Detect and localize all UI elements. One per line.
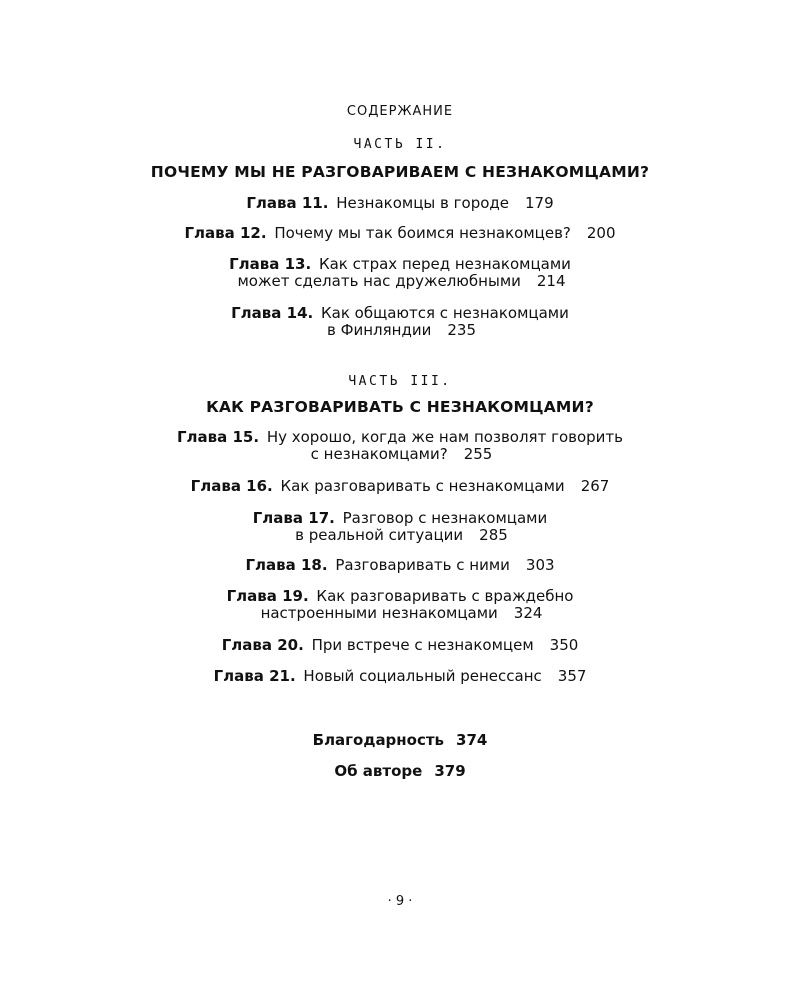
chapter-title: в Финляндии	[326, 321, 432, 339]
toc-entry	[0, 256, 800, 290]
backmatter-entry	[0, 762, 800, 780]
backmatter-title: Благодарность	[312, 731, 445, 749]
toc-entry	[0, 478, 800, 495]
toc-entry	[0, 305, 800, 339]
backmatter-page: 374	[456, 731, 488, 749]
chapter-number: Глава 13.	[229, 255, 312, 273]
page-title: СОДЕРЖАНИЕ	[346, 104, 454, 119]
toc-entry	[0, 510, 800, 544]
chapter-page: 214	[536, 272, 566, 290]
toc-entry-line	[0, 637, 800, 654]
toc-entry-line	[0, 225, 800, 242]
chapter-page: 357	[557, 667, 587, 685]
chapter-title: Как общаются с незнакомцами	[320, 304, 569, 322]
toc-entry	[0, 429, 800, 463]
part-label: ЧАСТЬ III.	[348, 373, 452, 390]
chapter-title: Разговаривать с ними	[335, 556, 510, 574]
chapter-page: 255	[463, 445, 493, 463]
toc-entry-line	[0, 322, 800, 339]
chapter-title: может сделать нас дружелюбными	[237, 272, 521, 290]
chapter-number: Глава 17.	[252, 509, 335, 527]
toc-entry-line	[0, 446, 800, 463]
chapter-page: 235	[447, 321, 476, 339]
chapter-page: 350	[549, 636, 579, 654]
chapter-page: 285	[479, 526, 508, 544]
toc-entry-line	[0, 605, 800, 622]
toc-entry-line	[0, 510, 800, 527]
chapter-title: настроенными незнакомцами	[260, 604, 498, 622]
toc-entry-line	[0, 273, 800, 290]
chapter-number: Глава 15.	[176, 428, 260, 446]
backmatter-title: Об авторе	[334, 762, 423, 780]
chapter-title: Почему мы так боимся незнакомцев?	[274, 224, 571, 242]
chapter-title: Разговор с незнакомцами	[342, 509, 548, 527]
chapter-number: Глава 11.	[246, 194, 329, 212]
chapter-number: Глава 16.	[190, 477, 273, 495]
chapter-title: Как разговаривать с незнакомцами	[280, 477, 565, 495]
toc-entry-line	[0, 588, 800, 605]
toc-entry	[0, 195, 800, 212]
chapter-title: Новый социальный ренессанс	[303, 667, 542, 685]
chapter-title: Как разговаривать с враждебно	[316, 587, 574, 605]
toc-entry	[0, 637, 800, 654]
toc-entry	[0, 668, 800, 685]
part-heading: КАК РАЗГОВАРИВАТЬ С НЕЗНАКОМЦАМИ?	[206, 398, 594, 416]
chapter-page: 200	[586, 224, 616, 242]
toc-entry-line	[0, 256, 800, 273]
chapter-page: 303	[525, 556, 555, 574]
toc-entry	[0, 588, 800, 622]
toc-entry-line	[0, 305, 800, 322]
chapter-page: 324	[513, 604, 543, 622]
toc-entry-line	[0, 429, 800, 446]
chapter-number: Глава 12.	[184, 224, 267, 242]
toc-entry	[0, 225, 800, 242]
chapter-title: Как страх перед незнакомцами	[318, 255, 571, 273]
chapter-number: Глава 19.	[226, 587, 309, 605]
backmatter-page: 379	[434, 762, 466, 780]
chapter-number: Глава 20.	[221, 636, 304, 654]
chapter-page: 179	[525, 194, 554, 212]
chapter-number: Глава 14.	[231, 304, 314, 322]
backmatter-entry	[0, 731, 800, 749]
chapter-title: При встрече с незнакомцем	[311, 636, 534, 654]
toc-entry-line	[0, 557, 800, 574]
toc-entry-line	[0, 527, 800, 544]
toc-entry	[0, 557, 800, 574]
chapter-title: Ну хорошо, когда же нам позволят говорить	[266, 428, 624, 446]
chapter-title: Незнакомцы в городе	[336, 194, 510, 212]
page-number: · 9 ·	[387, 894, 413, 909]
chapter-page: 267	[580, 477, 610, 495]
toc-entry-line	[0, 668, 800, 685]
part-label: ЧАСТЬ II.	[353, 136, 447, 153]
toc-entry-line	[0, 478, 800, 495]
chapter-title: в реальной ситуации	[295, 526, 464, 544]
chapter-title: с незнакомцами?	[310, 445, 448, 463]
chapter-number: Глава 21.	[213, 667, 296, 685]
toc-entry-line	[0, 195, 800, 212]
chapter-number: Глава 18.	[245, 556, 328, 574]
part-heading: ПОЧЕМУ МЫ НЕ РАЗГОВАРИВАЕМ С НЕЗНАКОМЦАМИ?	[150, 163, 650, 181]
